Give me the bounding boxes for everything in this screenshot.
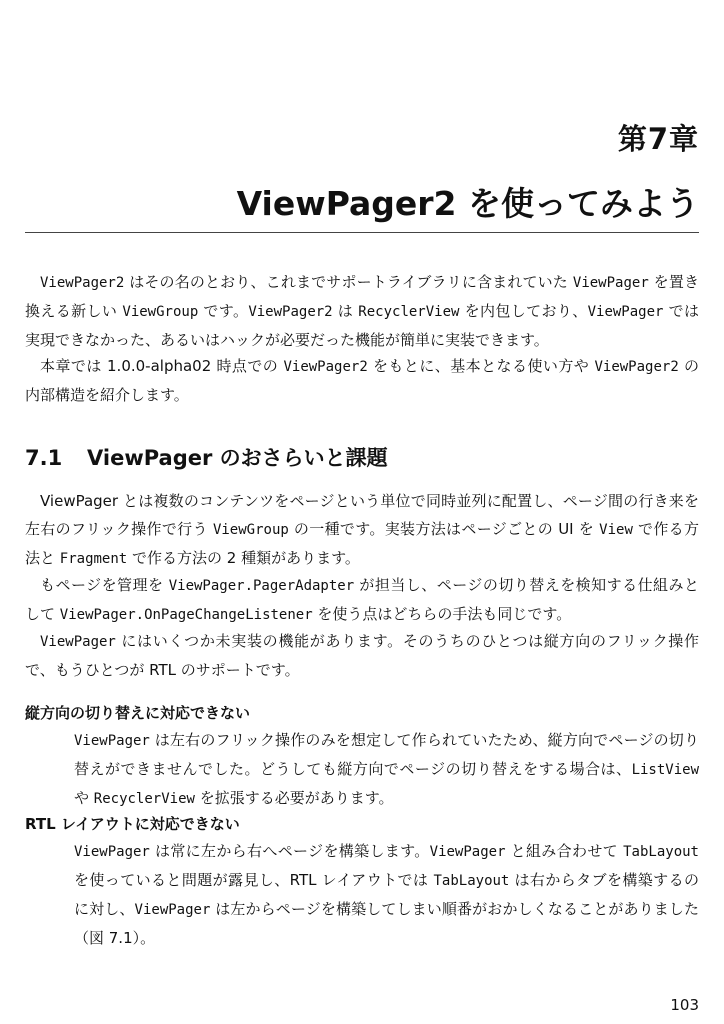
code-term: ViewPager2 xyxy=(40,275,125,291)
code-term: ListView xyxy=(631,762,699,778)
code-term: RecyclerView xyxy=(358,304,460,320)
text-run: もページを管理を xyxy=(40,576,169,594)
code-term: ViewGroup xyxy=(122,304,199,320)
text-run: を内包しており、 xyxy=(459,302,588,320)
text-run: の一種です。実装方法はページごとの UI を xyxy=(288,520,600,538)
code-term: ViewGroup xyxy=(212,522,289,538)
code-term: ViewPager xyxy=(587,304,664,320)
code-term: ViewPager xyxy=(74,844,150,860)
text-run: は左右のフリック操作のみを想定して作られていたため、縦方向でページの切り替えができませんでした。どうしても縦方向でページの切り替えをする場合は、 xyxy=(74,731,699,778)
code-term: ViewPager2 xyxy=(594,359,679,375)
text-run: にはいくつか未実装の機能があります。そのうちのひとつは縦方向のフリック操作で、もうひとつが RTL のサポートです。 xyxy=(25,632,699,679)
intro-paragraph-1 xyxy=(25,268,699,354)
section-heading xyxy=(25,442,388,472)
intro-paragraph-2 xyxy=(25,352,699,409)
text-run: を拡張する必要があります。 xyxy=(194,789,394,807)
text-run: はその名のとおり、これまでサポートライブラリに含まれていた xyxy=(124,273,573,291)
code-term: ViewPager.OnPageChangeListener xyxy=(59,607,313,623)
text-run: ViewPager とは複数のコンテンツをページという単位で同時並列に配置し、ページ間の行き来を左右のフリック操作で行う xyxy=(25,492,699,538)
text-run: です。 xyxy=(198,302,249,320)
code-term: RecyclerView xyxy=(93,791,195,807)
text-run: は右からタブを構築するのに対し、 xyxy=(74,871,699,918)
issue-term-rtl: RTL レイアウトに対応できない xyxy=(25,815,240,833)
issue-desc-rtl xyxy=(74,837,699,952)
issue-desc-vertical xyxy=(74,726,699,813)
text-run: では実現できなかった、あるいはハックが必要だった機能が簡単に実装できます。 xyxy=(25,302,699,349)
text-run: は xyxy=(332,302,359,320)
text-run: 本章では 1.0.0-alpha02 時点での xyxy=(40,357,284,375)
code-term: ViewPager.PagerAdapter xyxy=(168,578,355,594)
code-term: ViewPager xyxy=(40,634,116,650)
page-number: 103 xyxy=(670,996,699,1014)
code-term: ViewPager xyxy=(134,902,211,918)
code-term: ViewPager xyxy=(74,733,150,749)
section-paragraph-3 xyxy=(25,627,699,684)
text-run: は左からページを構築してしまい順番がおかしくなることがありました（図 7.1）。 xyxy=(74,900,699,947)
section-number: 7.1 xyxy=(25,446,63,470)
code-term: ViewPager2 xyxy=(248,304,333,320)
text-run: や xyxy=(74,789,94,807)
text-run: をもとに、基本となる使い方や xyxy=(367,357,595,375)
section-title: ViewPager のおさらいと課題 xyxy=(87,446,388,470)
text-run: は常に左から右へページを構築します。 xyxy=(149,842,430,860)
chapter-title: ViewPager2 を使ってみよう xyxy=(236,184,699,223)
code-term: ViewPager xyxy=(572,275,649,291)
code-term: ViewPager2 xyxy=(283,359,368,375)
text-run: を使っていると問題が露見し、RTL レイアウトでは xyxy=(74,871,434,889)
section-paragraph-1 xyxy=(25,487,699,573)
text-run: の内部構造を紹介します。 xyxy=(25,357,699,404)
code-term: View xyxy=(599,522,633,538)
chapter-label: 第7章 xyxy=(617,122,699,156)
text-run: と組み合わせて xyxy=(505,842,624,860)
document-page xyxy=(25,0,699,1024)
text-run: を置き換える新しい xyxy=(25,273,699,320)
code-term: ViewPager xyxy=(429,844,506,860)
issue-term-vertical: 縦方向の切り替えに対応できない xyxy=(25,704,251,722)
code-term: Fragment xyxy=(59,551,128,567)
code-term: TabLayout xyxy=(433,873,510,889)
code-term: TabLayout xyxy=(623,844,699,860)
text-run: を使う点はどちらの手法も同じです。 xyxy=(312,605,572,623)
section-paragraph-2 xyxy=(25,571,699,629)
title-divider xyxy=(25,232,699,233)
text-run: が担当し、ページの切り替えを検知する仕組みとして xyxy=(25,576,699,623)
text-run: で作る方法と xyxy=(25,520,699,567)
text-run: で作る方法の 2 種類があります。 xyxy=(127,549,360,567)
